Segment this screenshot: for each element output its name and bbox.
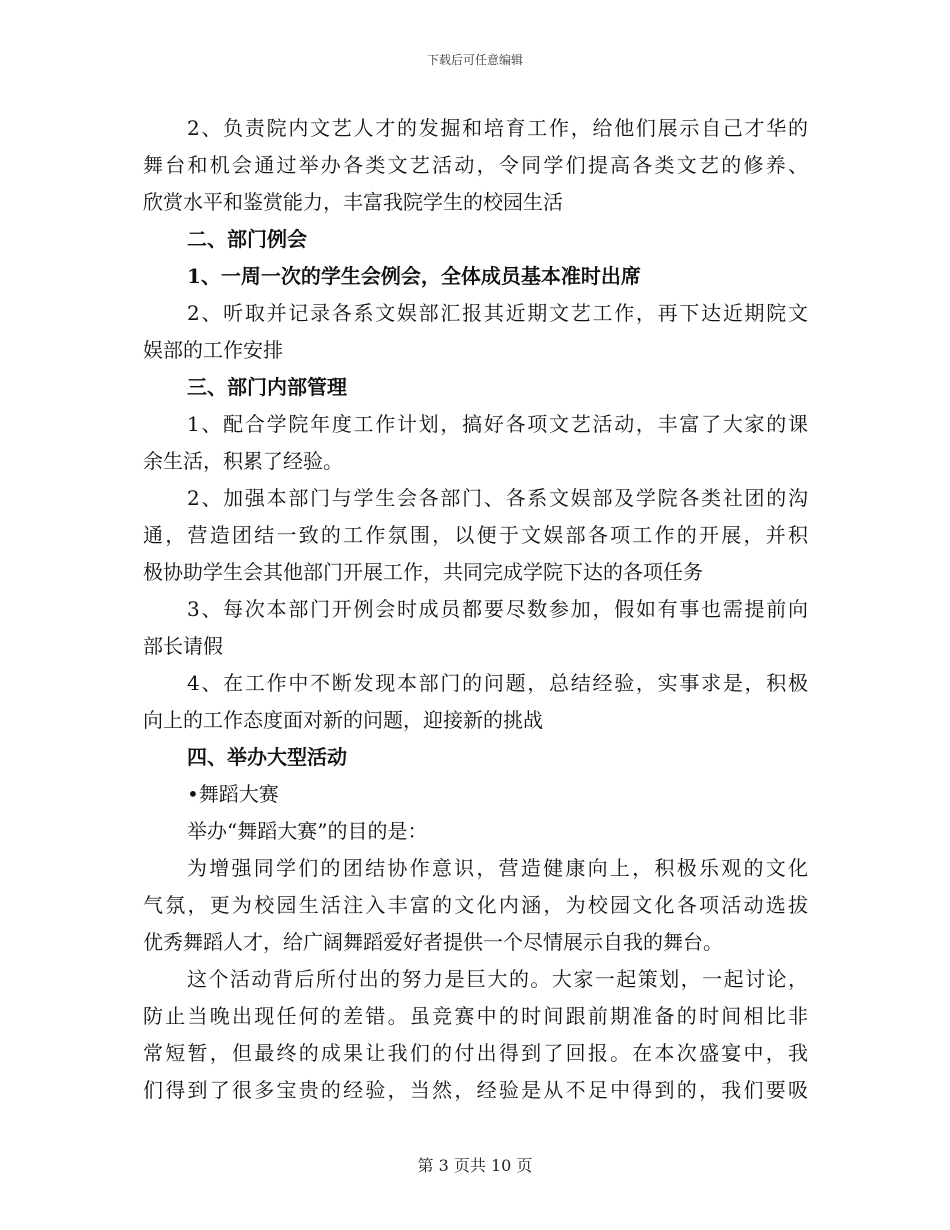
- section-heading: 四、举办大型活动: [187, 745, 347, 769]
- section-heading: 二、部门例会: [187, 227, 307, 251]
- paragraph-line: 这个活动背后所付出的努力是巨大的。大家一起策划，一起讨论，: [187, 967, 808, 991]
- paragraph-line: 余生活，积累了经验。: [143, 449, 343, 473]
- document-body: [143, 110, 808, 1109]
- page-header: 下载后可任意编辑: [426, 53, 523, 67]
- paragraph-line: 常短暂，但最终的成果让我们的付出得到了回报。在本次盛宴中，我: [143, 1041, 808, 1065]
- paragraph-line: 通，营造团结一致的工作氛围，以便于文娱部各项工作的开展，并积: [143, 523, 808, 547]
- paragraph-line: 欣赏水平和鉴赏能力，丰富我院学生的校园生活: [143, 190, 563, 214]
- paragraph-line: 4、在工作中不断发现本部门的问题，总结经验，实事求是，积极: [187, 671, 808, 695]
- bold-item-line: 1、一周一次的学生会例会，全体成员基本准时出席: [187, 264, 641, 288]
- paragraph-line: 2、负责院内文艺人才的发掘和培育工作，给他们展示自己才华的: [187, 116, 808, 140]
- paragraph-line: 优秀舞蹈人才，给广阔舞蹈爱好者提供一个尽情展示自我的舞台。: [143, 930, 723, 954]
- paragraph-line: 舞台和机会通过举办各类文艺活动，令同学们提高各类文艺的修养、: [143, 153, 808, 177]
- paragraph-line: 2、加强本部门与学生会各部门、各系文娱部及学院各类社团的沟: [187, 486, 808, 510]
- paragraph-line: 防止当晚出现任何的差错。虽竞赛中的时间跟前期准备的时间相比非: [143, 1004, 808, 1028]
- section-heading: 三、部门内部管理: [187, 375, 347, 399]
- paragraph-line: 为增强同学们的团结协作意识，营造健康向上，积极乐观的文化: [187, 856, 808, 880]
- page-footer: 第 3 页共 10 页: [417, 1156, 533, 1175]
- paragraph-line: 2、听取并记录各系文娱部汇报其近期文艺工作，再下达近期院文: [187, 301, 808, 325]
- paragraph-line: 举办“舞蹈大赛”的目的是：: [187, 819, 428, 843]
- paragraph-line: 1、配合学院年度工作计划，搞好各项文艺活动，丰富了大家的课: [187, 412, 808, 436]
- paragraph-line: 向上的工作态度面对新的问题，迎接新的挑战: [143, 708, 543, 732]
- paragraph-line: 娱部的工作安排: [143, 338, 283, 362]
- paragraph-line: 部长请假: [143, 634, 223, 658]
- paragraph-line: 气氛，更为校园生活注入丰富的文化内涵，为校园文化各项活动选拔: [143, 893, 808, 917]
- paragraph-line: 极协助学生会其他部门开展工作，共同完成学院下达的各项任务: [143, 560, 703, 584]
- paragraph-line: 们得到了很多宝贵的经验，当然，经验是从不足中得到的，我们要吸: [143, 1078, 808, 1102]
- paragraph-line: 3、每次本部门开例会时成员都要尽数参加，假如有事也需提前向: [187, 597, 808, 621]
- bullet-item: •舞蹈大赛: [187, 782, 279, 806]
